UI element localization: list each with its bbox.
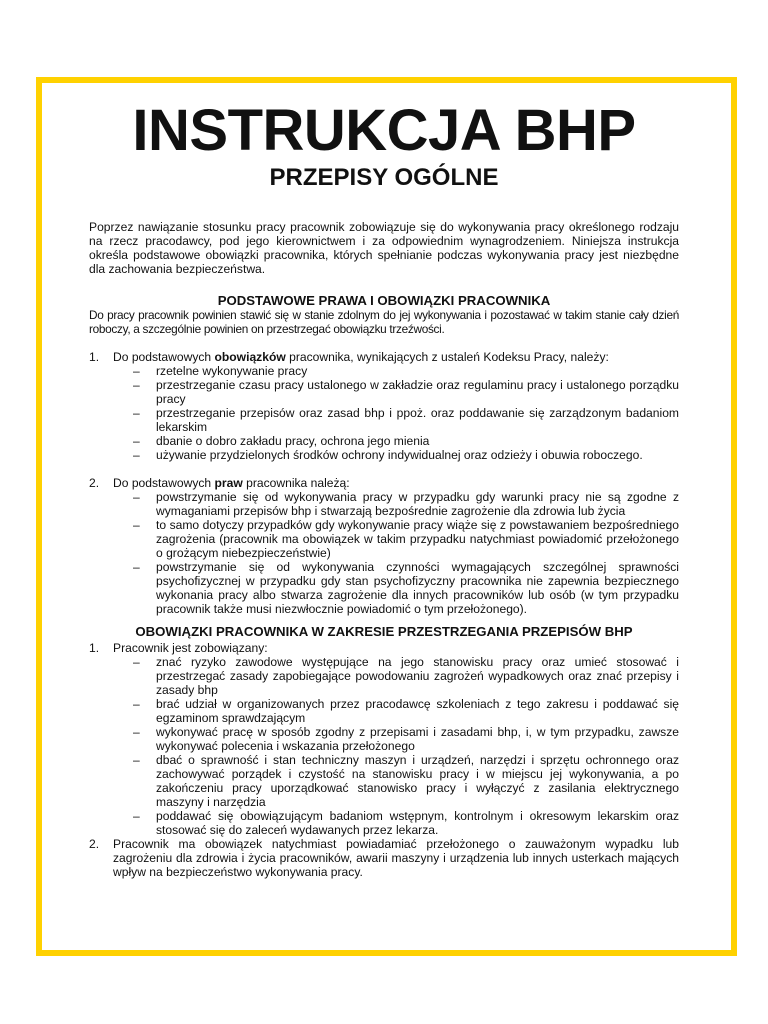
bullet-text: wykonywać pracę w sposób zgodny z przepisami i zasadami bhp, i, w tym przypadku, zawsze wykonywać polecenia i wskazania przełożonego [156, 725, 679, 753]
item-text: pracownika, wynikających z ustaleń Kodeksu Pracy, należy: [285, 350, 609, 364]
bullet-list [113, 364, 679, 462]
item-bold-text: praw [214, 476, 243, 490]
dash-bullet: – [133, 448, 140, 462]
bullet-item [113, 406, 679, 434]
spacer [89, 462, 679, 476]
item-bold-text: obowiązków [214, 350, 286, 364]
section2-item-1 [89, 641, 679, 837]
bullet-item [113, 697, 679, 725]
bullet-item [113, 434, 679, 448]
bullet-item [113, 753, 679, 809]
section1-heading: PODSTAWOWE PRAWA I OBOWIĄZKI PRACOWNIKA [217, 293, 551, 308]
bullet-text: poddawać się obowiązującym badaniom wstępnym, kontrolnym i okresowym lekarskim oraz stosować się do zaleceń wydawanych przez lekarza. [156, 809, 679, 837]
item-number: 1. [89, 641, 100, 655]
dash-bullet: – [133, 490, 140, 504]
section1-item-1 [89, 350, 679, 462]
bullet-item [113, 518, 679, 560]
dash-bullet: – [133, 406, 140, 420]
bullet-text: to samo dotyczy przypadków gdy wykonywanie pracy wiąże się z powstawaniem bezpośredniego zagrożenia (pracownik ma obowiązek w takim przypadku natychmiast powiadomić przełożonego o grożącym niebezpieczeństwie) [156, 518, 679, 560]
bullet-item [113, 490, 679, 518]
item-number: 2. [89, 837, 100, 851]
bullet-item [113, 364, 679, 378]
bullet-text: przestrzeganie czasu pracy ustalonego w zakładzie oraz regulaminu pracy i ustalonego porządku pracy [156, 378, 679, 406]
bullet-text: używanie przydzielonych środków ochrony indywidualnej oraz odzieży i obuwia roboczego. [156, 448, 643, 462]
bullet-item [113, 725, 679, 753]
bullet-text: przestrzeganie przepisów oraz zasad bhp i ppoż. oraz poddawanie się zarządzonym badaniom lekarskim [156, 406, 679, 434]
item-number: 2. [89, 476, 100, 490]
bullet-text: dbanie o dobro zakładu pracy, ochrona jego mienia [156, 434, 430, 448]
item-text: Do podstawowych [113, 476, 215, 490]
dash-bullet: – [133, 697, 140, 711]
section1-note: Do pracy pracownik powinien stawić się w stanie zdolnym do jej wykonywania i pozostawać w takim stanie cały dzień roboczy, a szczególnie powinien on przestrzegać obowiązku trzeźwości. [89, 308, 679, 336]
bullet-text: rzetelne wykonywanie pracy [156, 364, 308, 378]
section1-list [89, 350, 679, 616]
item-text: pracownika należą: [242, 476, 350, 490]
bullet-list [113, 490, 679, 616]
bullet-item [113, 809, 679, 837]
section1-item-2 [89, 476, 679, 616]
dash-bullet: – [133, 518, 140, 532]
item-text: Pracownik jest zobowiązany: [113, 641, 268, 655]
bullet-text: znać ryzyko zawodowe występujące na jego stanowisku pracy oraz umieć stosować i przestrzegać zasady zapobiegające powodowaniu zagrożeń wypadkowych oraz znać przepisy i zasady bhp [156, 655, 679, 697]
dash-bullet: – [133, 364, 140, 378]
document-subtitle: PRZEPISY OGÓLNE [269, 164, 499, 191]
dash-bullet: – [133, 560, 140, 574]
bullet-item [113, 655, 679, 697]
dash-bullet: – [133, 655, 140, 669]
dash-bullet: – [133, 753, 140, 767]
dash-bullet: – [133, 378, 140, 392]
intro-paragraph: Poprzez nawiązanie stosunku pracy pracownik zobowiązuje się do wykonywania pracy określonego rodzaju na rzecz pracodawcy, pod jego kierownictwem i za odpowiednim wynagrodzeniem. Niniejsza instrukcja określa podstawowe obowiązki pracownika, których spełnianie podczas wykonywania pracy jest niezbędne dla zachowania bezpieczeństwa. [89, 220, 679, 276]
item-text: Pracownik ma obowiązek natychmiast powiadamiać przełożonego o zauważonym wypadku lub zagrożeniu dla zdrowia i życia pracowników, awarii maszyny i urządzenia lub innych usterkach mających wpływ na bezpieczeństwo wykonywania pracy. [113, 837, 679, 879]
dash-bullet: – [133, 809, 140, 823]
bullet-list [113, 655, 679, 837]
section2-list [89, 641, 679, 879]
bullet-item [113, 448, 679, 462]
dash-bullet: – [133, 725, 140, 739]
bullet-item [113, 378, 679, 406]
bullet-text: dbać o sprawność i stan techniczny maszyn i urządzeń, narzędzi i sprzętu ochronnego oraz zachowywać porządek i czystość na stanowisku pracy i w miejscu jej wykonywania, a po zakończeniu pracy uporządkować stanowisko pracy i wyłączyć z zasilania elektrycznego maszyny i narzędzia [156, 753, 679, 809]
bullet-text: brać udział w organizowanych przez pracodawcę szkoleniach z tego zakresu i poddawać się egzaminom sprawdzającym [156, 697, 679, 725]
document-title: INSTRUKCJA BHP [132, 98, 636, 163]
dash-bullet: – [133, 434, 140, 448]
spacer [89, 616, 679, 624]
item-number: 1. [89, 350, 100, 364]
document-body [89, 220, 679, 879]
section2-heading: OBOWIĄZKI PRACOWNIKA W ZAKRESIE PRZESTRZEGANIA PRZEPISÓW BHP [135, 624, 633, 639]
bullet-text: powstrzymanie się od wykonywania czynności wymagających szczególnej sprawności psychofizycznej w przypadku gdy stan psychofizyczny pracownika nie zapewnia bezpiecznego wykonania pracy albo stwarza zagrożenie dla innych pracowników lub osób (w tym przypadku pracownik także musi niezwłocznie powiadomić o tym przełożonego). [156, 560, 679, 616]
bullet-text: powstrzymanie się od wykonywania pracy w przypadku gdy warunki pracy nie są zgodne z wymaganiami przepisów bhp i stwarzają bezpośrednie zagrożenie dla zdrowia lub życia [156, 490, 679, 518]
bullet-item [113, 560, 679, 616]
section2-item-2 [89, 837, 679, 879]
item-text: Do podstawowych [113, 350, 215, 364]
